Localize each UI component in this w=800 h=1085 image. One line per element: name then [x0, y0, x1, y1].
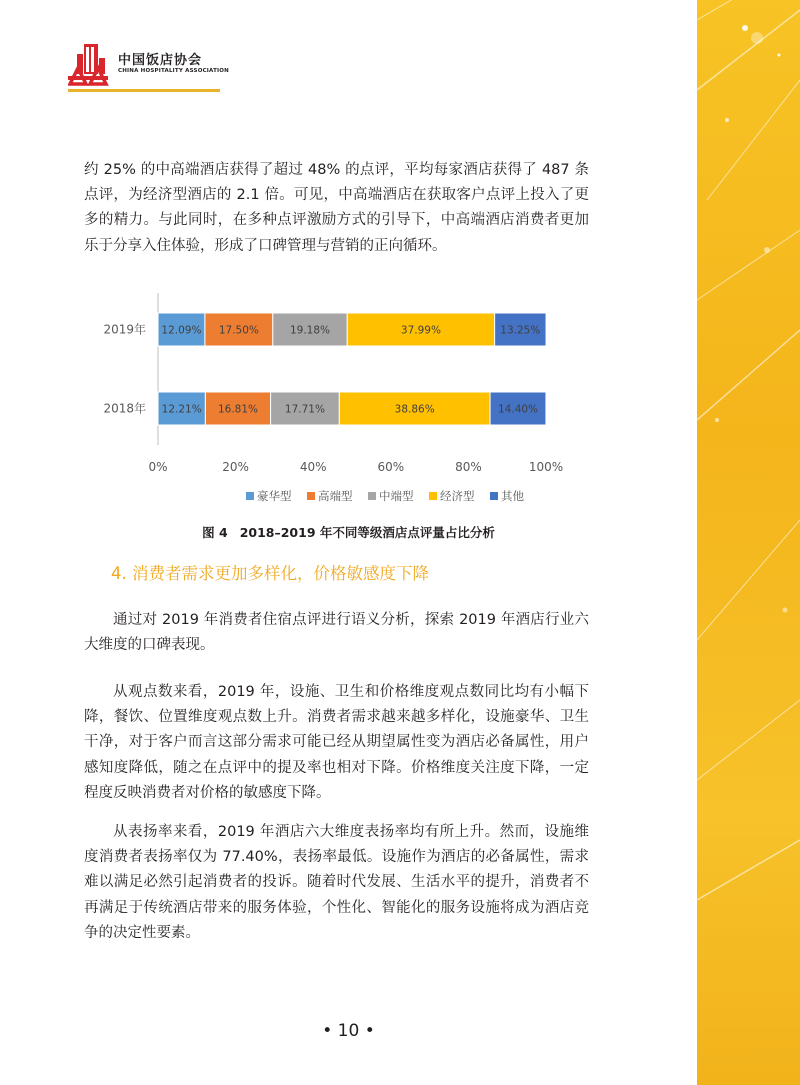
legend-swatch	[490, 492, 498, 500]
header-rule	[68, 89, 220, 92]
data-label: 12.09%	[161, 324, 202, 337]
x-tick-label: 0%	[148, 460, 168, 474]
data-label: 16.81%	[217, 403, 259, 416]
stacked-bar-chart	[84, 285, 604, 515]
category-label: 2018年	[103, 401, 146, 416]
legend-label: 中端型	[379, 489, 414, 503]
org-logo	[68, 40, 288, 92]
legend-label: 豪华型	[257, 489, 292, 503]
chart-canvas	[84, 285, 604, 515]
legend-swatch	[368, 492, 376, 500]
data-label: 17.50%	[218, 324, 259, 337]
section-paragraph-2: 从观点数来看，2019 年，设施、卫生和价格维度观点数同比均有小幅下降，餐饮、位置维度观点数上升。消费者需求越来越多样化，设施豪华、卫生干净，对于客户而言这部分需求可能已经从期望属性变为酒店必备属性，用户感知度降低，随之在点评中的提及率也相对下降。价格维度关注度下降，一定程度反映消费者对价格的敏感度下降。	[84, 684, 589, 801]
legend-label: 高端型	[318, 489, 353, 503]
data-label: 38.86%	[394, 403, 435, 416]
section-heading: 4. 消费者需求更加多样化，价格敏感度下降	[111, 564, 429, 583]
data-label: 19.18%	[289, 324, 331, 337]
data-label: 14.40%	[498, 403, 539, 416]
section-paragraph-3: 从表扬率来看，2019 年酒店六大维度表扬率均有所上升。然而，设施维度消费者表扬率仅为 77.40%，表扬率最低。设施作为酒店的必备属性，需求难以满足必然引起消费者的投诉。随着时代发展、生活水平的提升，消费者不再满足于传统酒店带来的服务体验，个性化、智能化的服务设施将成为酒店竞争的决定性要素。	[84, 824, 589, 941]
intro-paragraph: 约 25% 的中高端酒店获得了超过 48% 的点评，平均每家酒店获得了 487 条点评，为经济型酒店的 2.1 倍。可见，中高端酒店在获取客户点评上投入了更多的精力。与此同时，在多种点评激励方式的引导下，中高端酒店消费者更加乐于分享入住体验，形成了口碑管理与营销的正向循环。	[84, 162, 589, 254]
data-label: 13.25%	[500, 324, 541, 337]
decorative-side-band	[697, 0, 800, 1085]
cha-building-logo-icon	[68, 40, 116, 86]
data-label: 12.21%	[161, 403, 202, 416]
data-label: 17.71%	[284, 403, 325, 416]
legend-label: 经济型	[440, 489, 475, 503]
x-tick-label: 40%	[299, 460, 327, 474]
category-label: 2019年	[103, 322, 146, 337]
figure-title: 2018–2019 年不同等级酒店点评量占比分析	[239, 525, 495, 540]
legend-swatch	[246, 492, 254, 500]
legend-label: 其他	[501, 489, 524, 503]
section-paragraph-1: 通过对 2019 年消费者住宿点评进行语义分析，探索 2019 年酒店行业六大维度的口碑表现。	[84, 612, 589, 654]
legend-swatch	[429, 492, 437, 500]
org-name-en: CHINA HOSPITALITY ASSOCIATION	[118, 68, 229, 74]
org-name-cn: 中国饭店协会	[118, 53, 203, 68]
side-band-pattern	[697, 0, 800, 1085]
x-tick-label: 100%	[528, 460, 564, 474]
x-tick-label: 60%	[377, 460, 405, 474]
page-number: • 10 •	[322, 1021, 375, 1041]
figure-number: 图 4	[202, 525, 228, 540]
data-label: 37.99%	[400, 324, 441, 337]
legend-swatch	[307, 492, 315, 500]
figure-caption	[0, 523, 697, 541]
x-tick-label: 20%	[222, 460, 249, 474]
x-tick-label: 80%	[455, 460, 482, 474]
